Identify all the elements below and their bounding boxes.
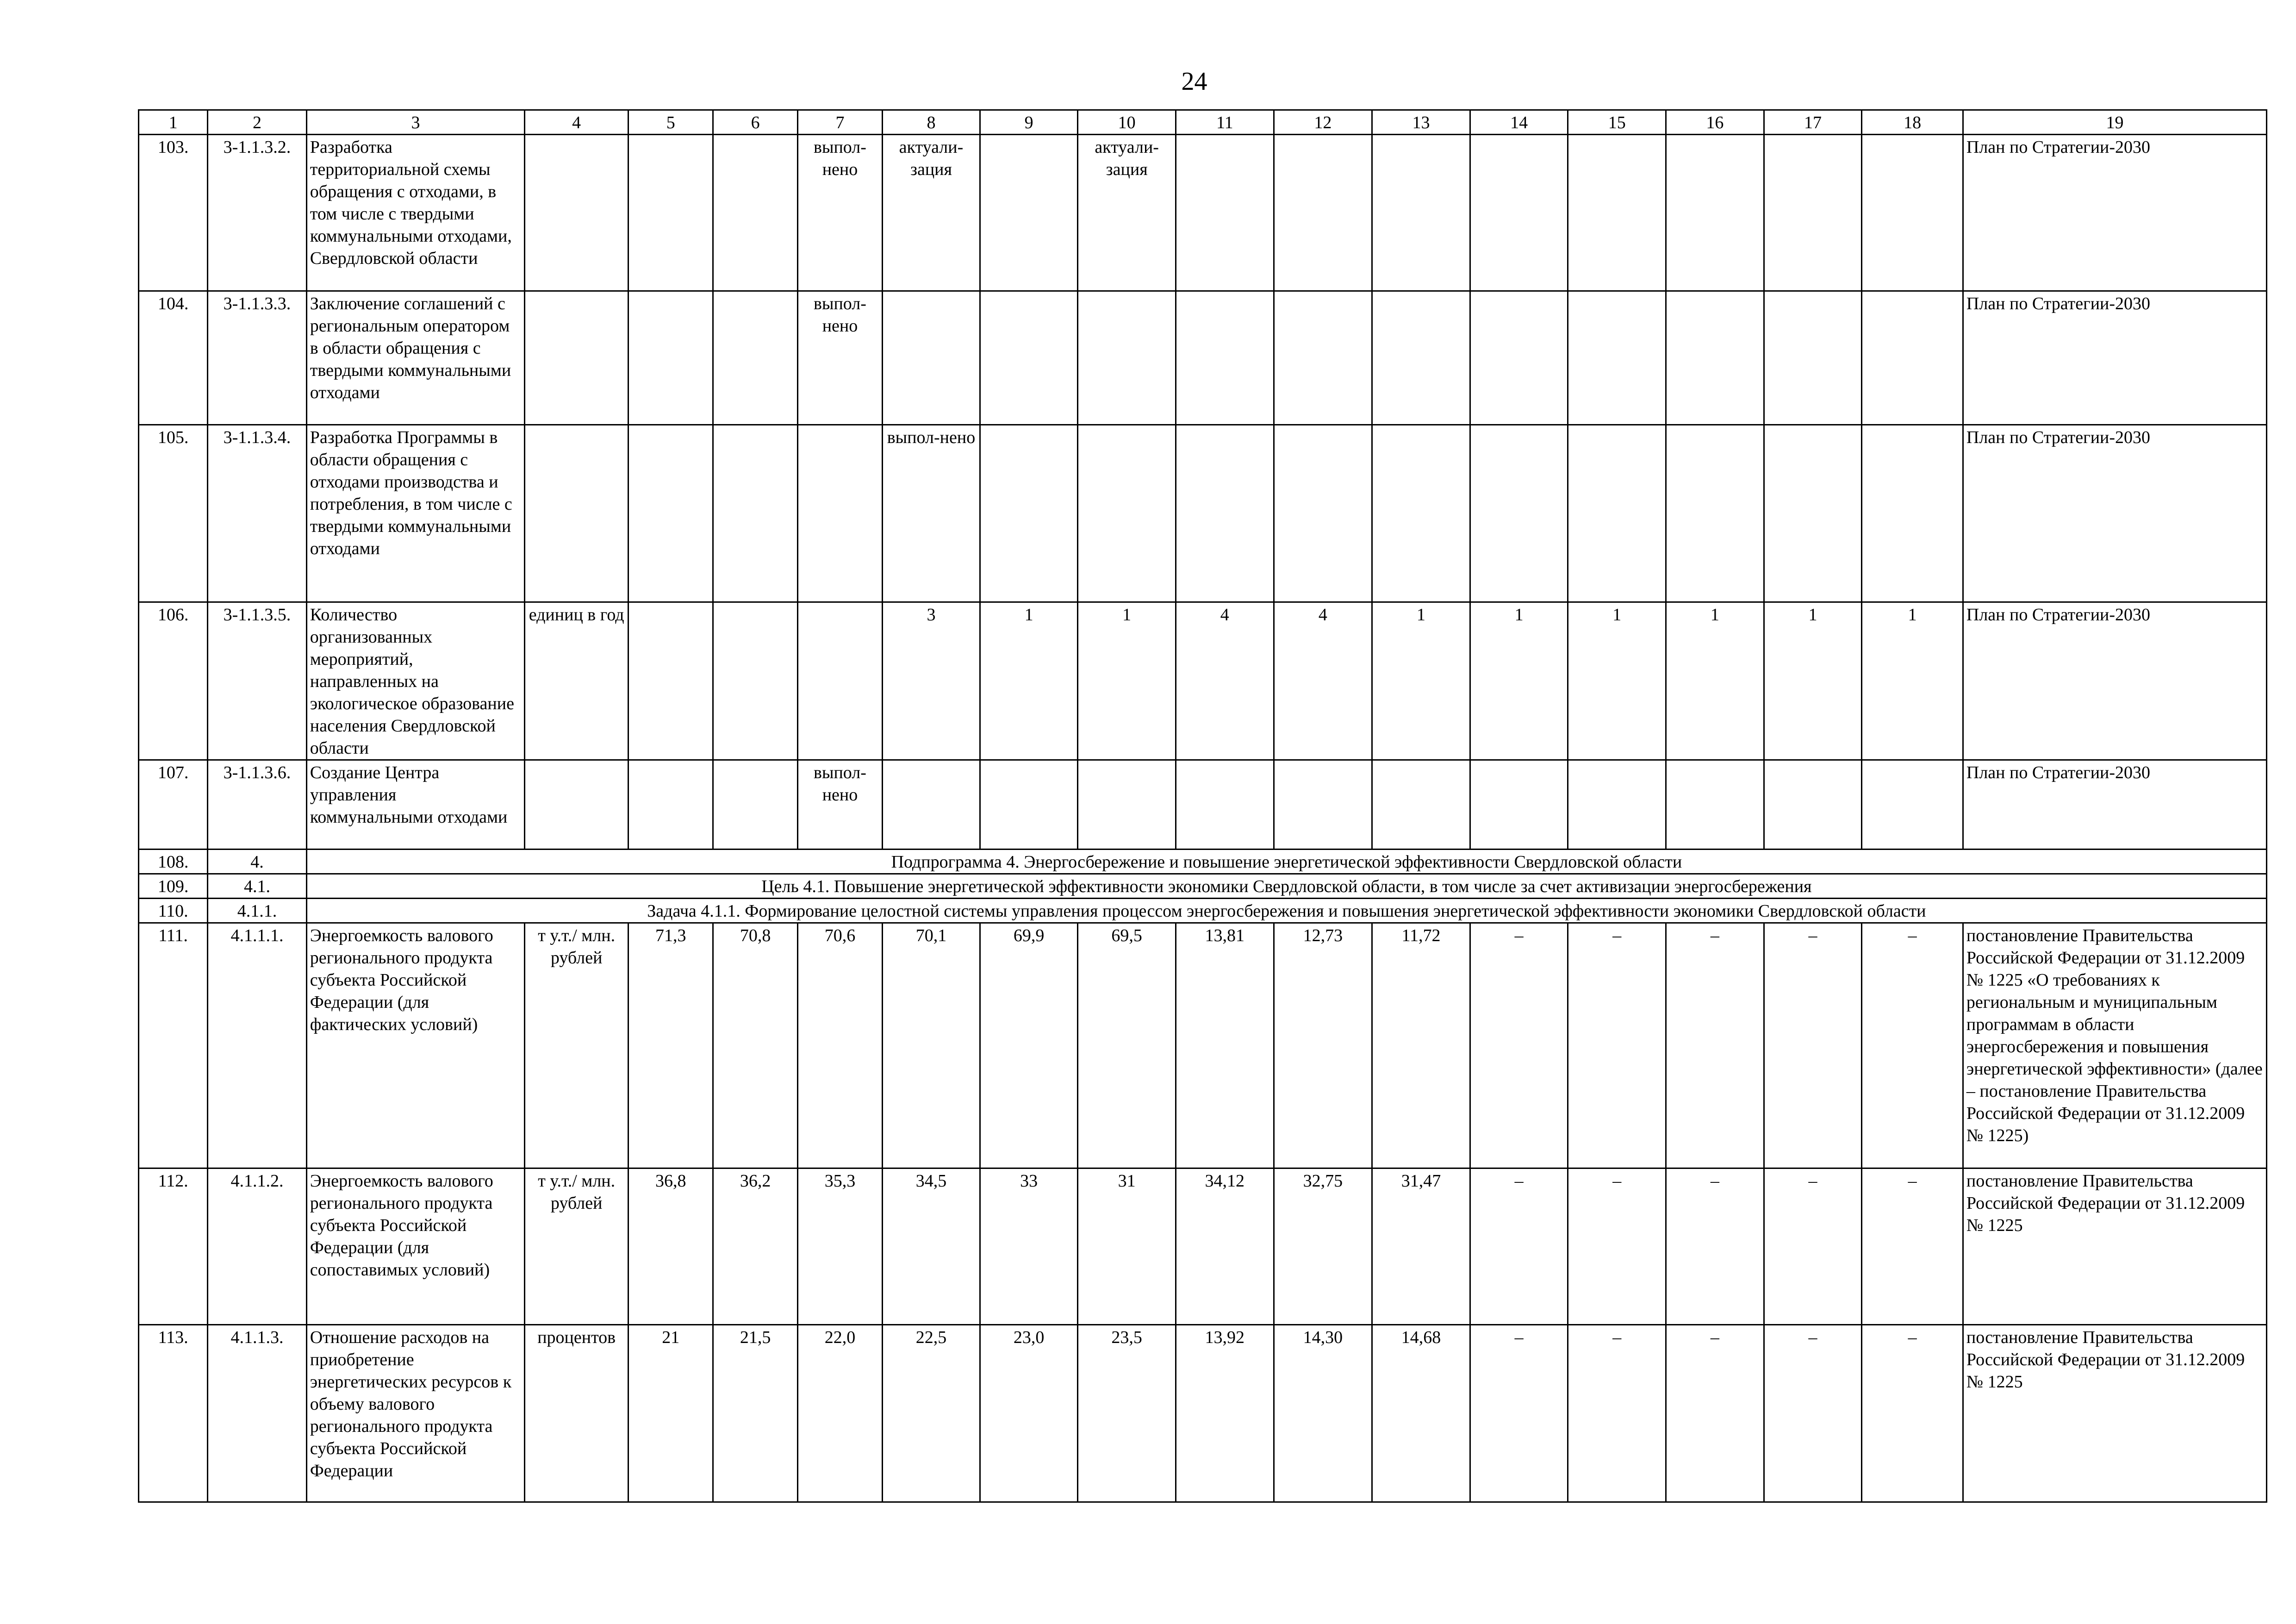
value-cell: 3 (883, 602, 980, 760)
row-code: 4.1.1. (208, 899, 307, 923)
value-cell (1666, 135, 1764, 291)
value-cell (628, 602, 713, 760)
value-cell (713, 602, 797, 760)
value-cell (1568, 760, 1666, 849)
row-code: 4.1.1.1. (208, 923, 307, 1168)
section-title: Задача 4.1.1. Формирование целостной системы управления процессом энергосбережения и повышения энергетической эффективности экономики Свердловской области (306, 899, 2266, 923)
value-cell: выпол-нено (797, 760, 882, 849)
value-cell: 23,0 (980, 1325, 1078, 1502)
row-code: 4.1.1.2. (208, 1168, 307, 1325)
table-row (139, 425, 2267, 602)
value-cell (1862, 291, 1963, 425)
row-code: 4.1. (208, 874, 307, 899)
header-cell: 2 (208, 110, 307, 135)
value-cell (628, 760, 713, 849)
table-row (139, 135, 2267, 291)
value-cell (713, 425, 797, 602)
header-cell: 19 (1963, 110, 2266, 135)
row-number: 107. (139, 760, 208, 849)
row-number: 103. (139, 135, 208, 291)
value-cell: – (1568, 1325, 1666, 1502)
indicator-name: Заключение соглашений с региональным оператором в области обращения с твердыми коммунальными отходами (306, 291, 525, 425)
value-cell (1666, 291, 1764, 425)
value-cell: – (1470, 1325, 1568, 1502)
value-cell (1764, 135, 1862, 291)
value-cell (797, 602, 882, 760)
value-cell: 69,9 (980, 923, 1078, 1168)
value-cell (1764, 760, 1862, 849)
value-cell (1372, 425, 1470, 602)
row-code: 3-1.1.3.2. (208, 135, 307, 291)
table-row (139, 1168, 2267, 1325)
indicator-name: Создание Центра управления коммунальными отходами (306, 760, 525, 849)
value-cell: 35,3 (797, 1168, 882, 1325)
page-number: 24 (1181, 67, 1207, 96)
value-cell (883, 291, 980, 425)
value-cell: 31 (1078, 1168, 1176, 1325)
value-cell: 31,47 (1372, 1168, 1470, 1325)
table-row (139, 760, 2267, 849)
value-cell: – (1764, 923, 1862, 1168)
unit (525, 425, 628, 602)
row-code: 3-1.1.3.5. (208, 602, 307, 760)
value-cell: 21 (628, 1325, 713, 1502)
value-cell: 13,81 (1176, 923, 1274, 1168)
section-row (139, 899, 2267, 923)
row-number: 105. (139, 425, 208, 602)
value-cell: 1 (1764, 602, 1862, 760)
value-cell (628, 425, 713, 602)
unit: т у.т./ млн. рублей (525, 1168, 628, 1325)
table-row (139, 291, 2267, 425)
unit (525, 135, 628, 291)
value-cell: 1 (1862, 602, 1963, 760)
row-code: 4. (208, 849, 307, 874)
value-cell (1470, 135, 1568, 291)
value-cell: выпол-нено (797, 135, 882, 291)
value-cell (713, 135, 797, 291)
section-title: Подпрограмма 4. Энергосбережение и повышение энергетической эффективности Свердловской области (306, 849, 2266, 874)
value-cell (1274, 425, 1372, 602)
header-cell: 13 (1372, 110, 1470, 135)
value-cell: 1 (1372, 602, 1470, 760)
value-cell (1274, 760, 1372, 849)
header-cell: 15 (1568, 110, 1666, 135)
row-code: 3-1.1.3.6. (208, 760, 307, 849)
value-cell: 69,5 (1078, 923, 1176, 1168)
section-title: Цель 4.1. Повышение энергетической эффективности экономики Свердловской области, в том числе за счет активизации энергосбережения (306, 874, 2266, 899)
value-cell (1078, 760, 1176, 849)
header-cell: 11 (1176, 110, 1274, 135)
value-cell: – (1666, 1168, 1764, 1325)
table-row (139, 1325, 2267, 1502)
table-row (139, 923, 2267, 1168)
header-cell: 12 (1274, 110, 1372, 135)
value-cell (1078, 291, 1176, 425)
value-cell (980, 135, 1078, 291)
value-cell: 14,68 (1372, 1325, 1470, 1502)
value-cell: 4 (1274, 602, 1372, 760)
value-cell (1862, 760, 1963, 849)
value-cell (1372, 760, 1470, 849)
row-code: 3-1.1.3.4. (208, 425, 307, 602)
value-cell: – (1862, 1325, 1963, 1502)
value-cell: – (1862, 923, 1963, 1168)
source: План по Стратегии-2030 (1963, 135, 2266, 291)
table-body (139, 110, 2267, 1502)
indicator-name: Энергоемкость валового регионального продукта субъекта Российской Федерации (для фактических условий) (306, 923, 525, 1168)
indicator-name: Количество организованных мероприятий, направленных на экологическое образование населения Свердловской области (306, 602, 525, 760)
header-cell: 10 (1078, 110, 1176, 135)
value-cell (1372, 291, 1470, 425)
row-code: 3-1.1.3.3. (208, 291, 307, 425)
value-cell: 70,8 (713, 923, 797, 1168)
value-cell: 71,3 (628, 923, 713, 1168)
row-number: 108. (139, 849, 208, 874)
row-code: 4.1.1.3. (208, 1325, 307, 1502)
value-cell: актуали-зация (1078, 135, 1176, 291)
value-cell: 1 (1568, 602, 1666, 760)
header-cell: 7 (797, 110, 882, 135)
header-cell: 1 (139, 110, 208, 135)
value-cell (883, 760, 980, 849)
value-cell (1568, 425, 1666, 602)
value-cell: 1 (980, 602, 1078, 760)
unit: процентов (525, 1325, 628, 1502)
value-cell (1764, 425, 1862, 602)
value-cell (713, 291, 797, 425)
indicators-table (138, 109, 2267, 1503)
header-cell: 18 (1862, 110, 1963, 135)
value-cell (1666, 425, 1764, 602)
value-cell: 1 (1078, 602, 1176, 760)
value-cell (1176, 135, 1274, 291)
value-cell: 22,0 (797, 1325, 882, 1502)
value-cell: 70,1 (883, 923, 980, 1168)
indicator-name: Энергоемкость валового регионального продукта субъекта Российской Федерации (для сопоставимых условий) (306, 1168, 525, 1325)
value-cell: 4 (1176, 602, 1274, 760)
header-cell: 6 (713, 110, 797, 135)
source: План по Стратегии-2030 (1963, 760, 2266, 849)
value-cell: – (1470, 923, 1568, 1168)
value-cell (1568, 291, 1666, 425)
value-cell: 22,5 (883, 1325, 980, 1502)
unit (525, 760, 628, 849)
indicator-name: Отношение расходов на приобретение энергетических ресурсов к объему валового регионального продукта субъекта Российской Федерации (306, 1325, 525, 1502)
value-cell: – (1568, 923, 1666, 1168)
value-cell: 34,5 (883, 1168, 980, 1325)
value-cell (1274, 135, 1372, 291)
value-cell (1176, 291, 1274, 425)
value-cell: 34,12 (1176, 1168, 1274, 1325)
value-cell (980, 425, 1078, 602)
row-number: 106. (139, 602, 208, 760)
value-cell: актуали-зация (883, 135, 980, 291)
row-number: 109. (139, 874, 208, 899)
value-cell: 36,8 (628, 1168, 713, 1325)
source: План по Стратегии-2030 (1963, 602, 2266, 760)
value-cell: выпол-нено (883, 425, 980, 602)
value-cell: 23,5 (1078, 1325, 1176, 1502)
value-cell (1078, 425, 1176, 602)
value-cell: – (1764, 1325, 1862, 1502)
unit: т у.т./ млн. рублей (525, 923, 628, 1168)
value-cell: – (1862, 1168, 1963, 1325)
value-cell (797, 425, 882, 602)
value-cell (1764, 291, 1862, 425)
source: постановление Правительства Российской Федерации от 31.12.2009 № 1225 «О требованиях к региональным и муниципальным программам в области энергосбережения и повышения энергетической эффективности» (далее – постановление Правительства Российской Федерации от 31.12.2009 № 1225) (1963, 923, 2266, 1168)
value-cell: 12,73 (1274, 923, 1372, 1168)
header-cell: 14 (1470, 110, 1568, 135)
value-cell (628, 291, 713, 425)
value-cell: 70,6 (797, 923, 882, 1168)
value-cell: выпол-нено (797, 291, 882, 425)
value-cell (1274, 291, 1372, 425)
value-cell: 36,2 (713, 1168, 797, 1325)
unit: единиц в год (525, 602, 628, 760)
value-cell: 13,92 (1176, 1325, 1274, 1502)
value-cell (980, 760, 1078, 849)
header-cell: 16 (1666, 110, 1764, 135)
value-cell: 1 (1666, 602, 1764, 760)
value-cell: – (1666, 923, 1764, 1168)
value-cell (1176, 425, 1274, 602)
indicator-name: Разработка Программы в области обращения с отходами производства и потребления, в том числе с твердыми коммунальными отходами (306, 425, 525, 602)
value-cell (1862, 425, 1963, 602)
unit (525, 291, 628, 425)
row-number: 104. (139, 291, 208, 425)
value-cell: 14,30 (1274, 1325, 1372, 1502)
row-number: 111. (139, 923, 208, 1168)
value-cell: 11,72 (1372, 923, 1470, 1168)
indicator-name: Разработка территориальной схемы обращения с отходами, в том числе с твердыми коммунальными отходами, Свердловской области (306, 135, 525, 291)
header-row (139, 110, 2267, 135)
value-cell (713, 760, 797, 849)
value-cell: 33 (980, 1168, 1078, 1325)
value-cell (1470, 425, 1568, 602)
source: План по Стратегии-2030 (1963, 425, 2266, 602)
header-cell: 8 (883, 110, 980, 135)
header-cell: 9 (980, 110, 1078, 135)
header-cell: 3 (306, 110, 525, 135)
value-cell (980, 291, 1078, 425)
section-row (139, 874, 2267, 899)
header-cell: 5 (628, 110, 713, 135)
value-cell: 21,5 (713, 1325, 797, 1502)
section-row (139, 849, 2267, 874)
value-cell (1470, 760, 1568, 849)
source: постановление Правительства Российской Федерации от 31.12.2009 № 1225 (1963, 1168, 2266, 1325)
header-cell: 4 (525, 110, 628, 135)
row-number: 112. (139, 1168, 208, 1325)
value-cell: – (1470, 1168, 1568, 1325)
value-cell: – (1666, 1325, 1764, 1502)
value-cell (628, 135, 713, 291)
source: План по Стратегии-2030 (1963, 291, 2266, 425)
source: постановление Правительства Российской Федерации от 31.12.2009 № 1225 (1963, 1325, 2266, 1502)
table-row (139, 602, 2267, 760)
row-number: 113. (139, 1325, 208, 1502)
value-cell (1666, 760, 1764, 849)
value-cell (1372, 135, 1470, 291)
value-cell (1470, 291, 1568, 425)
value-cell: 1 (1470, 602, 1568, 760)
value-cell: – (1568, 1168, 1666, 1325)
value-cell (1568, 135, 1666, 291)
value-cell (1176, 760, 1274, 849)
header-cell: 17 (1764, 110, 1862, 135)
value-cell (1862, 135, 1963, 291)
row-number: 110. (139, 899, 208, 923)
value-cell: 32,75 (1274, 1168, 1372, 1325)
value-cell: – (1764, 1168, 1862, 1325)
